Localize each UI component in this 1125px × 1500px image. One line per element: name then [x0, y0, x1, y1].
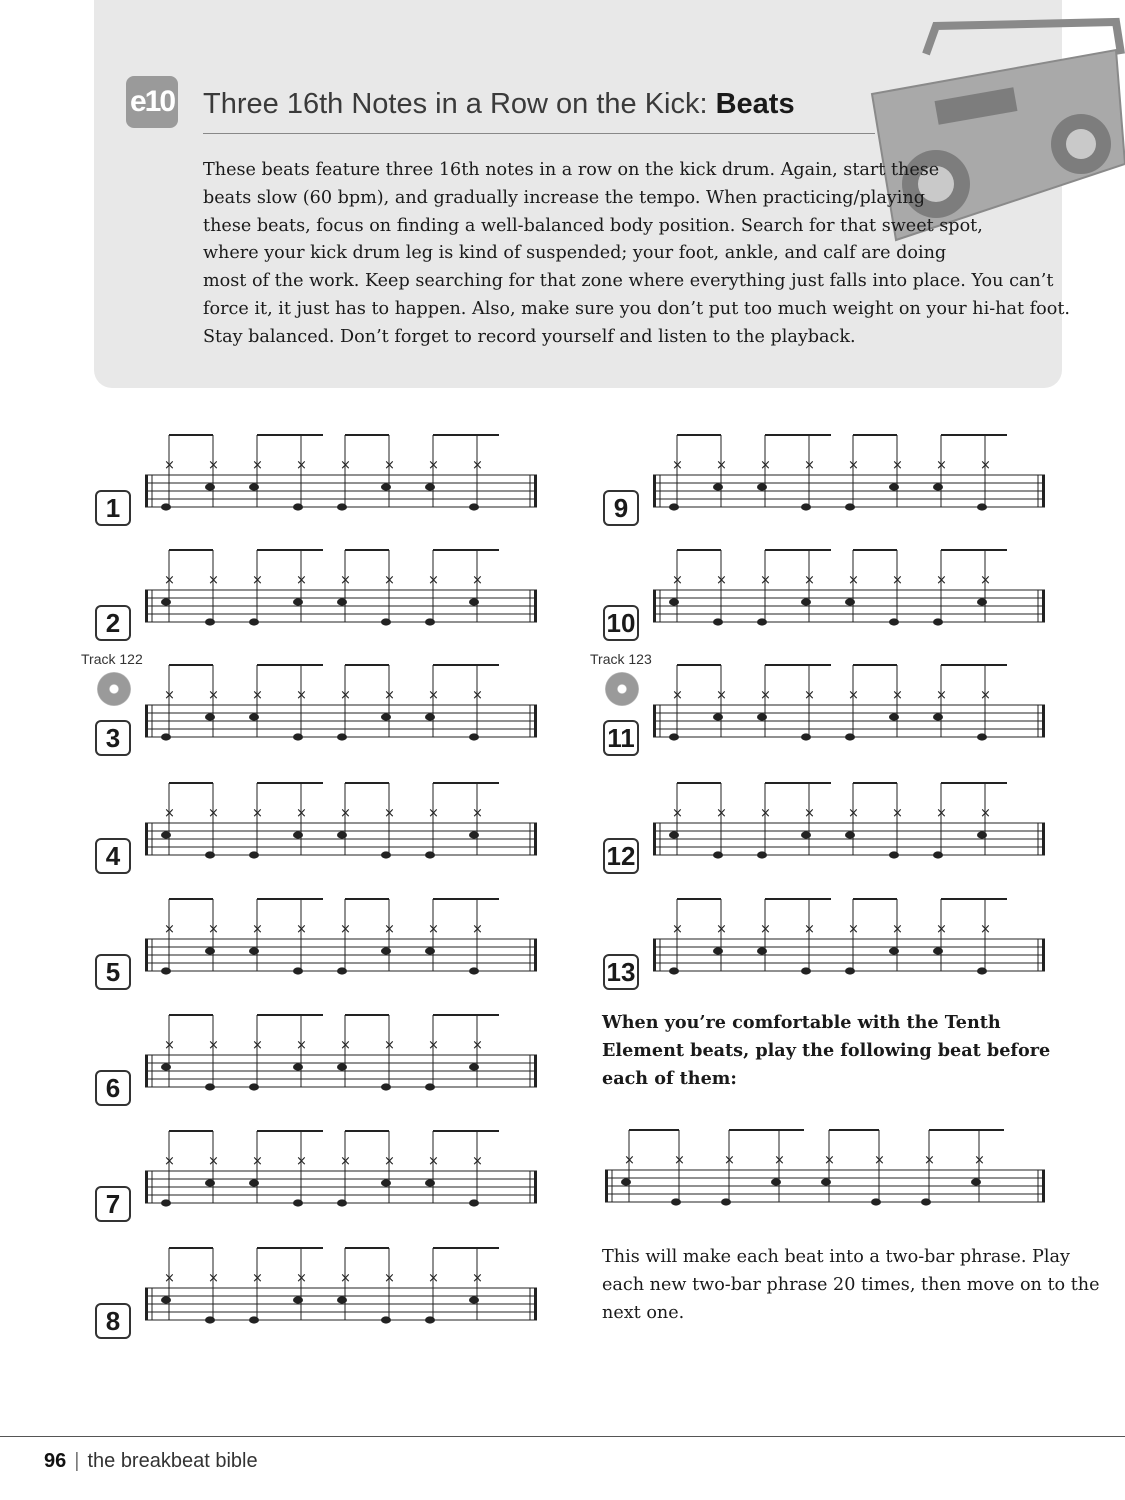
- exercise-number: 8: [95, 1303, 131, 1339]
- staff-lines: [145, 1055, 537, 1087]
- exercise-4: [95, 778, 555, 888]
- svg-text:×: ×: [848, 458, 859, 473]
- intro-text: [203, 157, 1071, 352]
- svg-text:×: ×: [252, 573, 263, 588]
- svg-text:×: ×: [384, 1271, 395, 1286]
- intro-line: force it, it just has to happen. Also, make sure you don’t put too much weight on your hi-hat foot.: [203, 298, 1071, 319]
- svg-text:×: ×: [980, 458, 991, 473]
- exercise-number: 9: [603, 490, 639, 526]
- svg-text:×: ×: [164, 1271, 175, 1286]
- drum-notation: [145, 1243, 537, 1343]
- track-label-left: Track 122: [81, 651, 143, 667]
- followup-line: Element beats, play the following beat before: [602, 1040, 1051, 1061]
- svg-text:×: ×: [428, 688, 439, 703]
- staff-lines: [145, 1171, 537, 1203]
- staff-lines: [653, 939, 1045, 971]
- svg-text:×: ×: [760, 458, 771, 473]
- svg-text:×: ×: [760, 922, 771, 937]
- staff-lines: [145, 939, 537, 971]
- svg-text:×: ×: [980, 688, 991, 703]
- svg-text:×: ×: [296, 922, 307, 937]
- drum-notation: [145, 778, 537, 878]
- svg-text:×: ×: [208, 1271, 219, 1286]
- exercise-5: [95, 894, 555, 1004]
- svg-text:×: ×: [760, 806, 771, 821]
- svg-text:×: ×: [296, 1038, 307, 1053]
- lead-in-beat: [555, 1125, 1055, 1235]
- svg-text:×: ×: [384, 922, 395, 937]
- svg-text:×: ×: [472, 1271, 483, 1286]
- svg-text:×: ×: [472, 1154, 483, 1169]
- svg-text:×: ×: [774, 1153, 785, 1168]
- followup-line: each of them:: [602, 1068, 737, 1089]
- drum-notation: [145, 1126, 537, 1226]
- svg-text:×: ×: [296, 1154, 307, 1169]
- svg-text:×: ×: [716, 922, 727, 937]
- intro-line: beats slow (60 bpm), and gradually increase the tempo. When practicing/playing: [203, 187, 926, 208]
- staff-lines: [653, 475, 1045, 507]
- svg-text:×: ×: [936, 688, 947, 703]
- svg-text:×: ×: [384, 806, 395, 821]
- track-label-right: Track 123: [590, 651, 652, 667]
- staff-lines: [145, 1288, 537, 1320]
- svg-text:×: ×: [384, 1154, 395, 1169]
- exercise-number: 5: [95, 954, 131, 990]
- closing-line: each new two-bar phrase 20 times, then move on to the: [602, 1275, 1100, 1295]
- closing-line: next one.: [602, 1303, 685, 1323]
- intro-line: Stay balanced. Don’t forget to record yourself and listen to the playback.: [203, 326, 856, 347]
- svg-text:×: ×: [936, 806, 947, 821]
- svg-text:×: ×: [672, 573, 683, 588]
- svg-text:×: ×: [428, 458, 439, 473]
- cd-icon: [97, 672, 131, 706]
- svg-text:×: ×: [672, 688, 683, 703]
- svg-text:×: ×: [980, 573, 991, 588]
- svg-text:×: ×: [848, 573, 859, 588]
- svg-text:×: ×: [384, 1038, 395, 1053]
- drum-notation: [653, 545, 1045, 645]
- svg-text:×: ×: [208, 1154, 219, 1169]
- svg-text:×: ×: [472, 806, 483, 821]
- drum-notation: [653, 778, 1045, 878]
- svg-text:×: ×: [296, 1271, 307, 1286]
- exercise-number: 12: [603, 838, 639, 874]
- svg-text:×: ×: [716, 688, 727, 703]
- svg-text:×: ×: [164, 688, 175, 703]
- exercise-number: 3: [95, 720, 131, 756]
- exercise-6: [95, 1010, 555, 1120]
- svg-text:×: ×: [892, 688, 903, 703]
- exercise-1: [95, 430, 555, 540]
- svg-text:×: ×: [252, 1271, 263, 1286]
- svg-text:×: ×: [428, 573, 439, 588]
- exercise-2: [95, 545, 555, 655]
- svg-text:×: ×: [340, 1038, 351, 1053]
- exercise-number: 7: [95, 1186, 131, 1222]
- drum-notation: [145, 660, 537, 760]
- exercise-12: [603, 778, 1063, 888]
- svg-text:×: ×: [252, 922, 263, 937]
- followup-instruction: [602, 1009, 1082, 1093]
- svg-text:×: ×: [892, 458, 903, 473]
- svg-text:×: ×: [296, 688, 307, 703]
- exercise-number: 10: [603, 605, 639, 641]
- footer: [44, 1450, 258, 1473]
- intro-line: These beats feature three 16th notes in a row on the kick drum. Again, start these: [203, 160, 940, 180]
- title-rule: [203, 133, 875, 134]
- svg-text:×: ×: [252, 806, 263, 821]
- svg-text:×: ×: [804, 806, 815, 821]
- svg-text:×: ×: [384, 688, 395, 703]
- svg-text:×: ×: [760, 688, 771, 703]
- svg-text:×: ×: [208, 688, 219, 703]
- book-title: the breakbeat bible: [87, 1450, 258, 1472]
- svg-text:×: ×: [472, 688, 483, 703]
- exercise-number: 2: [95, 605, 131, 641]
- closing-text: [602, 1243, 1102, 1327]
- svg-text:×: ×: [208, 806, 219, 821]
- staff-lines: [145, 475, 537, 507]
- svg-text:×: ×: [980, 922, 991, 937]
- svg-text:×: ×: [804, 922, 815, 937]
- svg-text:×: ×: [472, 458, 483, 473]
- svg-text:×: ×: [892, 806, 903, 821]
- svg-text:×: ×: [428, 1271, 439, 1286]
- svg-text:×: ×: [804, 573, 815, 588]
- svg-text:×: ×: [340, 806, 351, 821]
- svg-text:×: ×: [164, 1154, 175, 1169]
- svg-text:×: ×: [672, 458, 683, 473]
- svg-text:×: ×: [472, 573, 483, 588]
- svg-text:×: ×: [848, 688, 859, 703]
- exercise-10: [603, 545, 1063, 655]
- intro-line: these beats, focus on finding a well-balanced body position. Search for that sweet spot,: [203, 215, 983, 236]
- drum-notation: [653, 430, 1045, 530]
- drum-notation: [145, 1010, 537, 1110]
- svg-text:×: ×: [384, 573, 395, 588]
- svg-text:×: ×: [924, 1153, 935, 1168]
- svg-text:×: ×: [428, 1038, 439, 1053]
- exercise-8: [95, 1243, 555, 1353]
- svg-text:×: ×: [804, 688, 815, 703]
- exercise-13: [603, 894, 1063, 1004]
- svg-text:×: ×: [296, 806, 307, 821]
- svg-text:×: ×: [208, 922, 219, 937]
- svg-text:×: ×: [164, 573, 175, 588]
- svg-text:×: ×: [208, 573, 219, 588]
- svg-text:×: ×: [428, 1154, 439, 1169]
- svg-text:×: ×: [716, 458, 727, 473]
- svg-text:×: ×: [674, 1153, 685, 1168]
- staff-lines: [653, 590, 1045, 622]
- exercise-7: [95, 1126, 555, 1236]
- drum-notation: [145, 894, 537, 994]
- svg-text:×: ×: [252, 1154, 263, 1169]
- svg-text:×: ×: [340, 573, 351, 588]
- svg-text:×: ×: [252, 688, 263, 703]
- svg-text:×: ×: [980, 806, 991, 821]
- svg-text:×: ×: [936, 573, 947, 588]
- staff-lines: [145, 823, 537, 855]
- drum-notation: [653, 894, 1045, 994]
- element-badge: e10: [126, 76, 178, 128]
- svg-text:×: ×: [974, 1153, 985, 1168]
- drum-notation: [653, 660, 1045, 760]
- svg-text:×: ×: [848, 806, 859, 821]
- svg-text:×: ×: [428, 922, 439, 937]
- cd-icon: [605, 672, 639, 706]
- svg-text:×: ×: [340, 1271, 351, 1286]
- svg-text:×: ×: [164, 458, 175, 473]
- svg-text:×: ×: [716, 806, 727, 821]
- svg-text:×: ×: [472, 1038, 483, 1053]
- svg-text:×: ×: [936, 458, 947, 473]
- svg-text:×: ×: [716, 573, 727, 588]
- exercise-number: 13: [603, 954, 639, 990]
- svg-text:×: ×: [296, 573, 307, 588]
- page-title: Three 16th Notes in a Row on the Kick: Beats: [203, 88, 795, 120]
- intro-line: most of the work. Keep searching for that zone where everything just falls into place. You can’t: [203, 271, 1054, 292]
- exercise-number: 1: [95, 490, 131, 526]
- svg-text:×: ×: [624, 1153, 635, 1168]
- svg-text:×: ×: [252, 458, 263, 473]
- svg-text:×: ×: [672, 806, 683, 821]
- svg-text:×: ×: [164, 922, 175, 937]
- svg-text:×: ×: [724, 1153, 735, 1168]
- closing-line: This will make each beat into a two-bar phrase. Play: [602, 1247, 1070, 1267]
- svg-text:×: ×: [892, 922, 903, 937]
- svg-text:×: ×: [252, 1038, 263, 1053]
- staff-lines: [653, 705, 1045, 737]
- svg-text:×: ×: [428, 806, 439, 821]
- exercise-3: [95, 660, 555, 770]
- svg-text:×: ×: [340, 922, 351, 937]
- exercise-number: 6: [95, 1070, 131, 1106]
- exercise-11: [603, 660, 1063, 770]
- followup-line: When you’re comfortable with the Tenth: [602, 1012, 1001, 1033]
- svg-text:×: ×: [472, 922, 483, 937]
- drum-notation: [605, 1125, 1045, 1225]
- svg-text:×: ×: [892, 573, 903, 588]
- intro-line: where your kick drum leg is kind of suspended; your foot, ankle, and calf are doing: [203, 243, 947, 264]
- svg-text:×: ×: [164, 806, 175, 821]
- svg-text:×: ×: [340, 458, 351, 473]
- staff-lines: [145, 590, 537, 622]
- exercise-9: [603, 430, 1063, 540]
- footer-separator: |: [74, 1450, 80, 1472]
- svg-text:×: ×: [384, 458, 395, 473]
- drum-notation: [145, 545, 537, 645]
- exercise-number: 4: [95, 838, 131, 874]
- drum-notation: [145, 430, 537, 530]
- page-number: 96: [44, 1450, 67, 1472]
- svg-text:×: ×: [672, 922, 683, 937]
- svg-text:×: ×: [936, 922, 947, 937]
- exercise-number: 11: [603, 720, 639, 756]
- svg-text:×: ×: [340, 1154, 351, 1169]
- svg-text:×: ×: [208, 458, 219, 473]
- svg-text:×: ×: [874, 1153, 885, 1168]
- svg-text:×: ×: [824, 1153, 835, 1168]
- svg-text:×: ×: [296, 458, 307, 473]
- svg-text:×: ×: [760, 573, 771, 588]
- svg-text:×: ×: [340, 688, 351, 703]
- svg-text:×: ×: [804, 458, 815, 473]
- svg-text:×: ×: [848, 922, 859, 937]
- staff-lines: [145, 705, 537, 737]
- staff-lines: [653, 823, 1045, 855]
- svg-text:×: ×: [208, 1038, 219, 1053]
- footer-rule: [0, 1436, 1125, 1437]
- svg-text:×: ×: [164, 1038, 175, 1053]
